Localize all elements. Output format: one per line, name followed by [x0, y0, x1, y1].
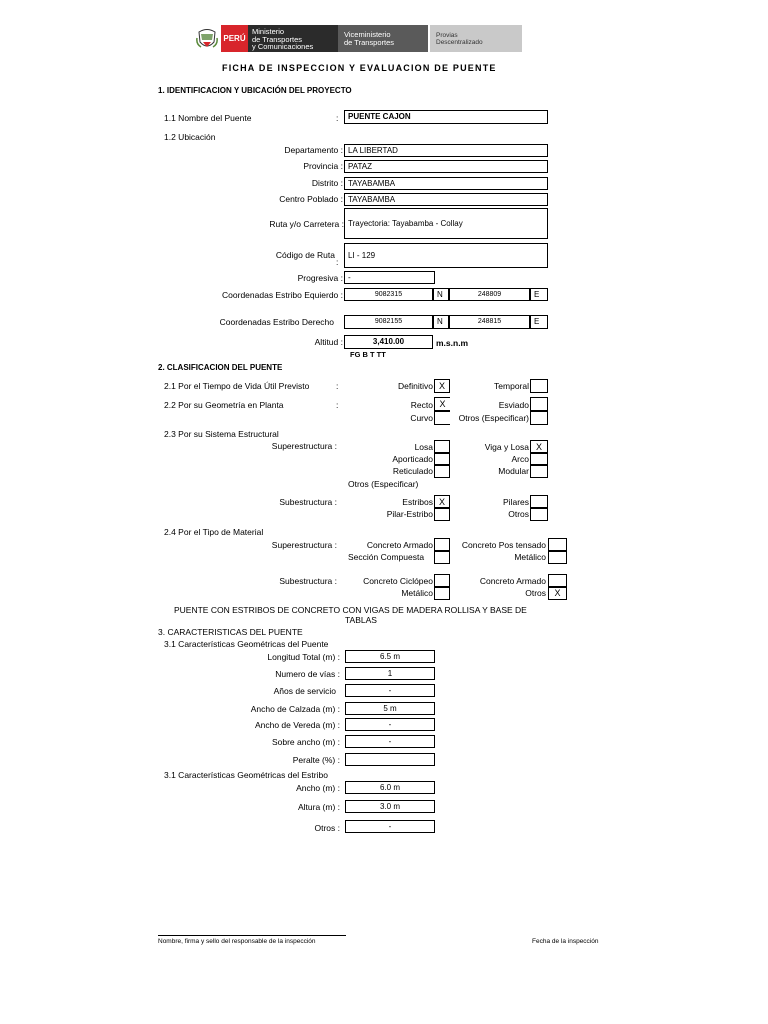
centro-poblado-label: Centro Poblado : [279, 194, 343, 204]
coord-derecho-e-letter: E [530, 315, 548, 329]
provincia-label: Provincia : [303, 161, 343, 171]
header-banner [196, 25, 522, 52]
geometria-planta-label: 2.2 Por su Geometría en Planta [164, 400, 284, 410]
reticulado-label: Reticulado [392, 466, 433, 476]
coord-izquierdo-e-field[interactable]: 248809 [449, 288, 530, 301]
peralte-field[interactable] [345, 753, 435, 766]
ancho-vereda-field[interactable]: - [345, 718, 435, 731]
provias-block [430, 25, 522, 52]
otros-sub-label: Otros [508, 509, 529, 519]
numero-vias-label: Numero de vías : [275, 669, 340, 679]
altura-estribo-label: Altura (m) : [297, 802, 340, 812]
geometria-colon: : [336, 400, 339, 410]
otros-estribo-field[interactable]: - [345, 820, 435, 833]
ministerio-line: de Transportes [252, 34, 303, 44]
otros-especificar-checkbox[interactable] [530, 411, 548, 425]
tiempo-vida-label: 2.1 Por el Tiempo de Vida Útil Previsto [164, 381, 310, 391]
ministerio-block [248, 25, 338, 52]
otros-especificar-sup-label: Otros (Especificar) [348, 479, 419, 489]
progresiva-field[interactable]: - [344, 271, 435, 284]
concreto-armado-label: Concreto Armado [366, 540, 433, 550]
esviado-checkbox[interactable] [530, 397, 548, 411]
geometria-estribo-label: 3.1 Características Geométricas del Estribo [164, 770, 328, 780]
observation-line-2: TABLAS [345, 615, 377, 625]
pilar-estribo-label: Pilar-Estribo [386, 509, 433, 519]
altura-estribo-field[interactable]: 3.0 m [345, 800, 435, 813]
provias-line: Provias [436, 32, 458, 39]
esviado-label: Esviado [498, 400, 529, 410]
material-superestructura-label: Superestructura : [271, 540, 337, 550]
signature-line [158, 935, 346, 936]
coord-derecho-n-field[interactable]: 9082155 [344, 315, 433, 329]
arco-label: Arco [511, 454, 529, 464]
temporal-label: Temporal [494, 381, 529, 391]
longitud-total-label: Longitud Total (m) : [267, 652, 340, 662]
signature-caption: Nombre, firma y sello del responsable de la inspección [158, 938, 316, 945]
altitud-field[interactable]: 3,410.00 [344, 335, 433, 349]
viceministerio-block [338, 25, 428, 52]
section3-heading: 3. CARACTERISTICAS DEL PUENTE [158, 627, 303, 637]
viga-losa-checkbox[interactable]: X [530, 440, 548, 454]
form-title: FICHA DE INSPECCION Y EVALUACION DE PUENTE [222, 63, 497, 73]
coord-izquierdo-label: Coordenadas Estribo Equierdo : [222, 290, 343, 300]
observation-line-1: PUENTE CON ESTRIBOS DE CONCRETO CON VIGAS DE MADERA ROLLISA Y BASE DE [174, 605, 527, 615]
material-subestructura-label: Subestructura : [279, 576, 337, 586]
definitivo-label: Definitivo [398, 381, 433, 391]
codigo-ruta-field[interactable]: LI - 129 [344, 243, 548, 268]
losa-label: Losa [414, 442, 433, 452]
longitud-total-field[interactable]: 6.5 m [345, 650, 435, 663]
otros-material-checkbox[interactable]: X [548, 586, 567, 600]
curvo-checkbox[interactable] [434, 411, 450, 425]
coord-izquierdo-n-letter: N [433, 288, 449, 301]
viceministerio-line: de Transportes [344, 37, 395, 47]
provincia-field[interactable]: PATAZ [344, 160, 548, 173]
coord-derecho-n-letter: N [433, 315, 449, 329]
altitud-unit: m.s.n.m [436, 338, 469, 348]
tipo-material-label: 2.4 Por el Tipo de Material [164, 527, 264, 537]
sobre-ancho-field[interactable]: - [345, 735, 435, 748]
temporal-checkbox[interactable] [530, 379, 548, 393]
subestructura-label: Subestructura : [279, 497, 337, 507]
reticulado-checkbox[interactable] [434, 464, 450, 478]
superestructura-label: Superestructura : [271, 441, 337, 451]
ancho-estribo-field[interactable]: 6.0 m [345, 781, 435, 794]
tiempo-vida-colon: : [336, 381, 339, 391]
distrito-field[interactable]: TAYABAMBA [344, 177, 548, 190]
ancho-calzada-field[interactable]: 5 m [345, 702, 435, 715]
section1-heading: 1. IDENTIFICACION Y UBICACIÓN DEL PROYECTO [158, 86, 352, 95]
pilar-estribo-checkbox[interactable] [434, 507, 450, 521]
coord-derecho-label: Coordenadas Estribo Derecho [219, 317, 334, 327]
anios-servicio-field[interactable]: - [345, 684, 435, 697]
centro-poblado-field[interactable]: TAYABAMBA [344, 193, 548, 206]
peru-logo: PERÚ [221, 25, 248, 52]
altitud-label: Altitud : [314, 337, 343, 347]
definitivo-checkbox[interactable]: X [434, 379, 450, 393]
coat-of-arms-icon [196, 28, 218, 50]
otros-especificar-label: Otros (Especificar) [458, 413, 529, 423]
ruta-label: Ruta y/o Carretera : [269, 219, 344, 229]
ministerio-line: y Comunicaciones [252, 42, 314, 51]
curvo-label: Curvo [410, 413, 433, 423]
ubicacion-label: 1.2 Ubicación [164, 132, 216, 142]
modular-checkbox[interactable] [530, 464, 548, 478]
otros-material-label: Otros [525, 588, 546, 598]
ancho-estribo-label: Ancho (m) : [296, 783, 340, 793]
nombre-label: 1.1 Nombre del Puente [164, 113, 252, 123]
metalico-sub-label: Metálico [401, 588, 433, 598]
sobre-ancho-label: Sobre ancho (m) : [271, 737, 340, 747]
peralte-label: Peralte (%) : [292, 755, 340, 765]
codigo-ruta-colon: : [336, 257, 339, 267]
concreto-pos-tensado-label: Concreto Pos tensado [461, 540, 546, 550]
estribos-label: Estribos [402, 497, 433, 507]
metalico-checkbox[interactable] [548, 550, 567, 564]
geometria-puente-label: 3.1 Características Geométricas del Puente [164, 639, 329, 649]
nombre-colon: : [336, 113, 339, 123]
otros-sub-checkbox[interactable] [530, 507, 548, 521]
departamento-field[interactable]: LA LIBERTAD [344, 144, 548, 157]
estribos-checkbox[interactable]: X [434, 495, 450, 509]
viceministerio-line: Viceministerio [344, 30, 391, 39]
recto-label: Recto [410, 400, 433, 410]
metalico-label: Metálico [514, 552, 546, 562]
metalico-sub-checkbox[interactable] [434, 586, 450, 600]
recto-checkbox[interactable]: X [434, 397, 450, 411]
anios-servicio-label: Años de servicio [273, 686, 336, 696]
provias-line: Descentralizado [436, 39, 483, 46]
fecha-caption: Fecha de la inspección [532, 938, 599, 945]
coord-izquierdo-n-field[interactable]: 9082315 [344, 288, 433, 301]
pilares-label: Pilares [503, 497, 529, 507]
fgb-text: FG B T TT [350, 350, 386, 359]
coord-izquierdo-e-letter: E [530, 288, 548, 301]
codigo-ruta-label: Código de Ruta [275, 250, 335, 260]
progresiva-label: Progresiva : [297, 273, 343, 283]
modular-label: Modular [498, 466, 529, 476]
aporticado-label: Aporticado [392, 454, 433, 464]
concreto-ciclopeo-label: Concreto Ciclópeo [363, 576, 433, 586]
concreto-armado-sub-label: Concreto Armado [479, 576, 546, 586]
numero-vias-field[interactable]: 1 [345, 667, 435, 680]
seccion-compuesta-checkbox[interactable] [434, 550, 450, 564]
departamento-label: Departamento : [284, 145, 343, 155]
seccion-compuesta-label: Sección Compuesta [348, 552, 425, 562]
ancho-vereda-label: Ancho de Vereda (m) : [254, 720, 340, 730]
distrito-label: Distrito : [311, 178, 343, 188]
otros-estribo-label: Otros : [314, 823, 340, 833]
ruta-field[interactable]: Trayectoria: Tayabamba - Collay [344, 208, 548, 239]
sistema-estructural-label: 2.3 Por su Sistema Estructural [164, 429, 279, 439]
viga-losa-label: Viga y Losa [484, 442, 529, 452]
ancho-calzada-label: Ancho de Calzada (m) : [250, 704, 340, 714]
coord-derecho-e-field[interactable]: 248815 [449, 315, 530, 329]
ministerio-line: Ministerio [252, 27, 285, 36]
section2-heading: 2. CLASIFICACION DEL PUENTE [158, 363, 283, 372]
nombre-field[interactable]: PUENTE CAJON [344, 110, 548, 124]
